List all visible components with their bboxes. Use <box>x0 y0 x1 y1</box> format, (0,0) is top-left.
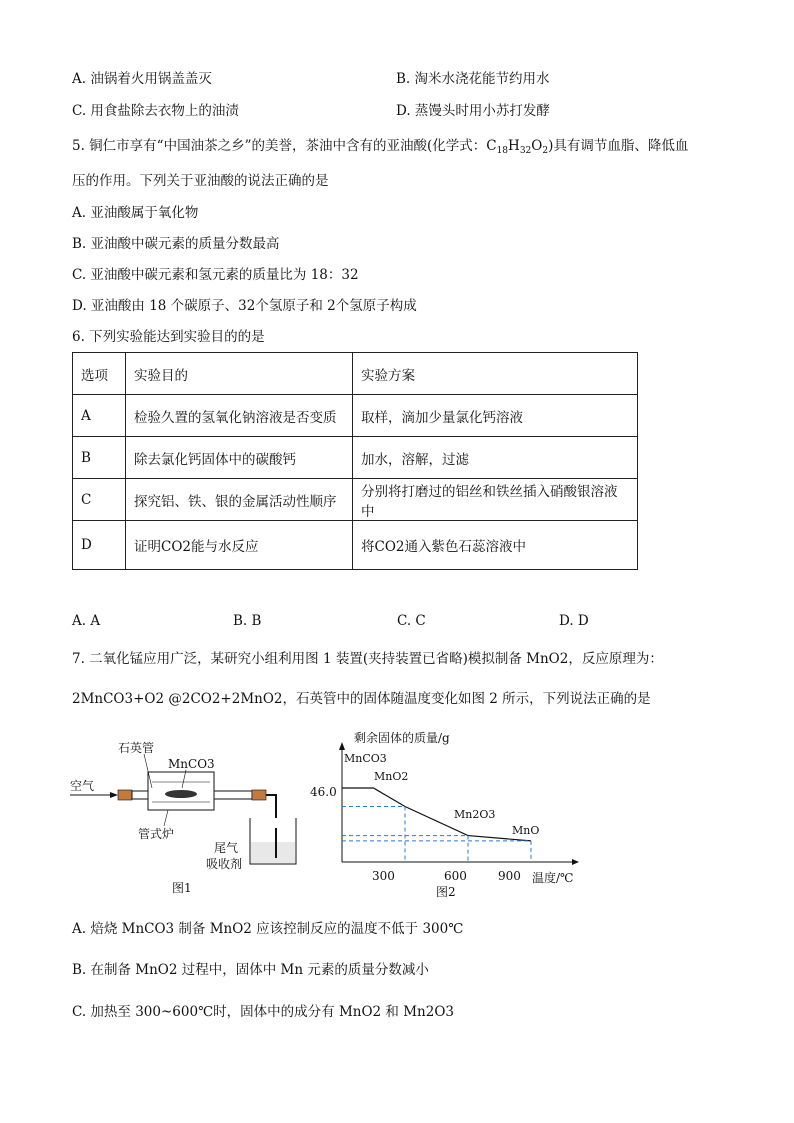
table-cell: 除去氯化钙固体中的碳酸钙 <box>126 437 353 479</box>
chart-xlabel: 温度/℃ <box>532 871 574 885</box>
x-tick-label: 600 <box>444 869 467 883</box>
label-quartz: 石英管 <box>118 741 155 755</box>
q5-stem-text-b: )具有调节血脂、降低血 <box>548 138 689 154</box>
q4-option-b[interactable]: B. 淘米水浇花能节约用水 <box>396 71 550 87</box>
q4-option-c[interactable]: C. 用食盐除去衣物上的油渍 <box>72 103 239 119</box>
q6-answer-c[interactable]: C. C <box>397 613 426 629</box>
table-header-cell: 实验方案 <box>353 353 638 395</box>
q6-answer-d[interactable]: D. D <box>559 613 589 629</box>
table-row <box>73 437 638 479</box>
label-air: 空气 <box>70 779 95 793</box>
right-stopper <box>252 790 266 800</box>
table-cell: A <box>73 395 126 437</box>
experiment-table <box>72 352 638 570</box>
figure-2-caption: 图2 <box>436 885 456 899</box>
table-cell: 检验久置的氢氧化钠溶液是否变质 <box>126 395 353 437</box>
q7-stem-line-1: 7. 二氧化锰应用广泛，某研究小组利用图 1 装置(夹持装置已省略)模拟制备 MnO2，反应原理为： <box>72 651 663 667</box>
x-tick-label: 900 <box>498 869 521 883</box>
table-cell: 加水，溶解，过滤 <box>353 437 638 479</box>
figure-1-caption: 图1 <box>172 881 192 895</box>
q4-options-row-2 <box>72 99 712 117</box>
x-tick-label: 300 <box>372 869 395 883</box>
y-tick-label: 46.0 <box>310 785 337 799</box>
q7-option-a[interactable]: A. 焙烧 MnCO3 制备 MnO2 应该控制反应的温度不低于 300℃ <box>72 921 464 937</box>
phase-label-mno: MnO <box>512 824 540 837</box>
table-header-row <box>73 353 638 395</box>
label-absorbent: 吸收剂 <box>206 857 243 871</box>
table-row <box>73 395 638 437</box>
q5-option-c[interactable]: C. 亚油酸中碳元素和氢元素的质量比为 18：32 <box>72 267 359 283</box>
figure-2-chart <box>304 726 604 904</box>
q5-stem-line-1: 5. 铜仁市享有“中国油茶之乡”的美誉，茶油中含有的亚油酸(化学式：$C_{18}H_{32}O_2$)具有调节血脂、降低血 <box>72 138 689 156</box>
figure-1-apparatus <box>68 738 318 900</box>
q4-option-d[interactable]: D. 蒸馒头时用小苏打发酵 <box>396 103 550 119</box>
y-axis-arrow-icon <box>339 742 345 750</box>
q5-option-b[interactable]: B. 亚油酸中碳元素的质量分数最高 <box>72 236 280 252</box>
q6-answer-b[interactable]: B. B <box>233 613 262 629</box>
q4-options-row-1 <box>72 67 712 85</box>
q6-answers <box>72 613 732 631</box>
table-cell: 将CO2通入紫色石蕊溶液中 <box>353 521 638 570</box>
series-line <box>342 788 531 841</box>
phase-label-mnco3: MnCO3 <box>344 752 387 765</box>
q6-answer-a[interactable]: A. A <box>72 613 101 629</box>
table-cell: 分别将打磨过的铝丝和铁丝插入硝酸银溶液中 <box>353 479 638 521</box>
table-row <box>73 479 638 521</box>
mnco3-sample <box>165 790 197 798</box>
absorbent-liquid <box>251 842 295 863</box>
table-header-cell: 选项 <box>73 353 126 395</box>
table-cell: B <box>73 437 126 479</box>
q7-option-c[interactable]: C. 加热至 300~600℃时，固体中的成分有 MnO2 和 Mn2O3 <box>72 1004 454 1020</box>
label-tail: 尾气 <box>214 841 239 855</box>
label-furnace: 管式炉 <box>138 827 175 841</box>
q6-stem: 6. 下列实验能达到实验目的的是 <box>72 329 265 345</box>
q5-stem-text: 5. 铜仁市享有“中国油茶之乡”的美誉，茶油中含有的亚油酸(化学式：C <box>72 138 497 154</box>
q4-option-a[interactable]: A. 油锅着火用锅盖盖灭 <box>72 71 212 87</box>
q5-stem-line-2: 压的作用。下列关于亚油酸的说法正确的是 <box>72 173 329 189</box>
chart-ylabel: 剩余固体的质量/g <box>354 731 450 745</box>
table-cell: 探究铝、铁、银的金属活动性顺序 <box>126 479 353 521</box>
x-axis-arrow-icon <box>572 859 579 865</box>
q5-option-d[interactable]: D. 亚油酸由 18 个碳原子、32个氢原子和 2个氢原子构成 <box>72 298 417 314</box>
q5-option-a[interactable]: A. 亚油酸属于氧化物 <box>72 205 199 221</box>
label-mnco3: MnCO3 <box>168 757 215 771</box>
table-cell: 取样，滴加少量氯化钙溶液 <box>353 395 638 437</box>
table-cell: C <box>73 479 126 521</box>
phase-label-mno2: MnO2 <box>374 770 409 783</box>
table-row <box>73 521 638 570</box>
air-arrow-icon <box>110 792 118 798</box>
phase-label-mn2o3: Mn2O3 <box>454 808 496 821</box>
table-header-cell: 实验目的 <box>126 353 353 395</box>
left-stopper <box>118 790 132 800</box>
q7-option-b[interactable]: B. 在制备 MnO2 过程中，固体中 Mn 元素的质量分数减小 <box>72 962 429 978</box>
table-cell: 证明CO2能与水反应 <box>126 521 353 570</box>
q7-stem-line-2: 2MnCO3+O2 @2CO2+2MnO2，石英管中的固体随温度变化如图 2 所示，下列说法正确的是 <box>72 691 651 707</box>
table-cell: D <box>73 521 126 570</box>
